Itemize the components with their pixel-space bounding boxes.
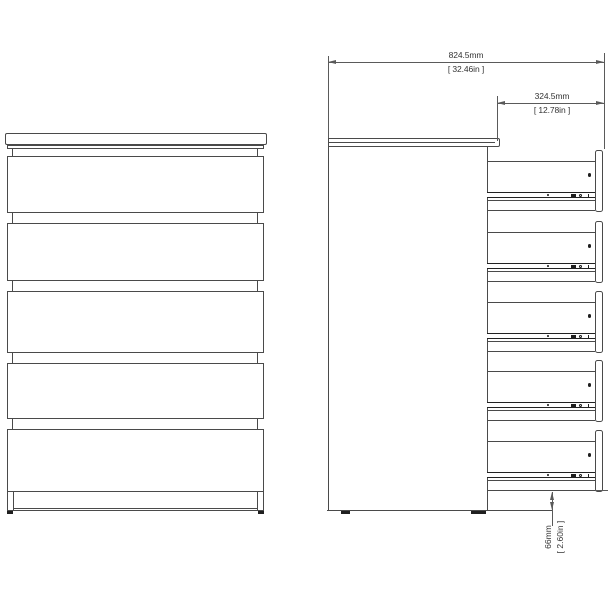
rail-wheel-mark bbox=[579, 194, 582, 197]
drawer-bottom-edge bbox=[487, 210, 595, 211]
rail-latch-mark bbox=[571, 194, 576, 197]
rail-rivet-dot bbox=[547, 474, 549, 476]
plinth-recessed-rail bbox=[13, 508, 258, 509]
side-top-panel bbox=[328, 138, 500, 147]
screw-dot bbox=[588, 383, 592, 387]
side-panel-tick bbox=[257, 353, 258, 363]
rail-rivet-dot bbox=[547, 335, 549, 337]
rail-wheel-mark bbox=[579, 474, 582, 477]
drawer-gap-band bbox=[7, 418, 264, 430]
rail-stop-mark bbox=[588, 265, 589, 268]
side-panel-tick bbox=[257, 419, 258, 429]
dim-arrow-down bbox=[550, 502, 554, 510]
screw-dot bbox=[588, 173, 592, 177]
drawer-side-bottom-edge bbox=[487, 200, 595, 201]
side-panel-tick bbox=[257, 213, 258, 223]
ext-line-drawer-bottom bbox=[595, 490, 608, 491]
rail-stop-mark bbox=[588, 194, 589, 197]
dim-label-base-height-inch: [ 2.60in ] bbox=[555, 520, 565, 554]
rail-rivet-dot bbox=[547, 194, 549, 196]
drawer-slide-rail bbox=[487, 402, 595, 408]
drawer-front-profile bbox=[595, 221, 603, 283]
foot-pad bbox=[258, 511, 264, 514]
side-panel-tick bbox=[12, 281, 13, 291]
drawer-bottom-edge bbox=[487, 281, 595, 282]
dim-arrow-left bbox=[497, 101, 505, 105]
drawer-box-top-edge bbox=[487, 371, 595, 372]
drawer-box-top-edge bbox=[487, 161, 595, 162]
drawer-gap-band bbox=[7, 212, 264, 224]
dim-arrow-left bbox=[328, 60, 336, 64]
drawer-front-profile bbox=[595, 360, 603, 422]
screw-dot bbox=[588, 453, 592, 457]
drawer-box-top-edge bbox=[487, 302, 595, 303]
drawer-front-profile bbox=[595, 291, 603, 353]
rail-wheel-mark bbox=[579, 404, 582, 407]
drawer-bottom-edge bbox=[487, 490, 595, 491]
bottom-drawer-edge bbox=[7, 491, 264, 492]
side-panel-tick bbox=[12, 353, 13, 363]
rail-stop-mark bbox=[588, 474, 589, 477]
drawer-side-bottom-edge bbox=[487, 480, 595, 481]
drawer-box-top-edge bbox=[487, 232, 595, 233]
dim-label-base-height bbox=[542, 519, 568, 555]
drawer-box-top-edge bbox=[487, 441, 595, 442]
drawer-slide-rail bbox=[487, 263, 595, 269]
drawer-bottom-edge bbox=[487, 420, 595, 421]
dim-label-top-depth-mm: 324.5mm bbox=[534, 91, 570, 101]
rail-latch-mark bbox=[571, 474, 576, 477]
dim-label-top-depth-inch: [ 12.78in ] bbox=[533, 105, 571, 115]
dim-label-total-width-inch: [ 32.46in ] bbox=[447, 64, 485, 74]
drawer-slide-rail bbox=[487, 192, 595, 198]
rail-latch-mark bbox=[571, 404, 576, 407]
dim-label-base-height-mm: 66mm bbox=[543, 525, 553, 549]
rail-stop-mark bbox=[588, 335, 589, 338]
rail-wheel-mark bbox=[579, 335, 582, 338]
dim-line-top-depth bbox=[497, 103, 604, 104]
foot-pad bbox=[341, 511, 350, 514]
side-panel-tick bbox=[12, 213, 13, 223]
side-bottom-edge bbox=[327, 510, 553, 511]
drawer-gap-band bbox=[7, 280, 264, 292]
side-back-edge bbox=[328, 146, 329, 510]
dim-arrow-up bbox=[550, 492, 554, 500]
front-top-board bbox=[5, 133, 267, 145]
drawer-slide-rail bbox=[487, 472, 595, 478]
side-panel-tick bbox=[12, 149, 13, 156]
drawer-bottom-edge bbox=[487, 351, 595, 352]
dim-label-total-width-mm: 824.5mm bbox=[448, 50, 484, 60]
rail-rivet-dot bbox=[547, 265, 549, 267]
rail-stop-mark bbox=[588, 404, 589, 407]
front-carcass bbox=[7, 145, 264, 511]
drawer-side-bottom-edge bbox=[487, 341, 595, 342]
ext-line-mid bbox=[497, 96, 498, 141]
dim-line-total-width bbox=[328, 62, 604, 63]
side-top-panel-lip-line bbox=[329, 142, 495, 143]
drawer-side-bottom-edge bbox=[487, 271, 595, 272]
drawer-slide-rail bbox=[487, 333, 595, 339]
drawer-gap-band bbox=[7, 352, 264, 364]
rail-latch-mark bbox=[571, 335, 576, 338]
drawer-front-profile bbox=[595, 150, 603, 212]
side-panel-tick bbox=[12, 419, 13, 429]
drawer-gap-band bbox=[7, 148, 264, 157]
screw-dot bbox=[588, 314, 592, 318]
rail-rivet-dot bbox=[547, 404, 549, 406]
foot-pad bbox=[7, 511, 13, 514]
drawer-side-bottom-edge bbox=[487, 410, 595, 411]
foot-pad bbox=[471, 511, 486, 514]
side-panel-tick bbox=[257, 281, 258, 291]
drawer-front-profile bbox=[595, 430, 603, 492]
rail-wheel-mark bbox=[579, 265, 582, 268]
side-panel-tick bbox=[257, 149, 258, 156]
ext-line-left bbox=[328, 56, 329, 138]
rail-latch-mark bbox=[571, 265, 576, 268]
screw-dot bbox=[588, 244, 592, 248]
dim-arrow-right bbox=[596, 101, 604, 105]
